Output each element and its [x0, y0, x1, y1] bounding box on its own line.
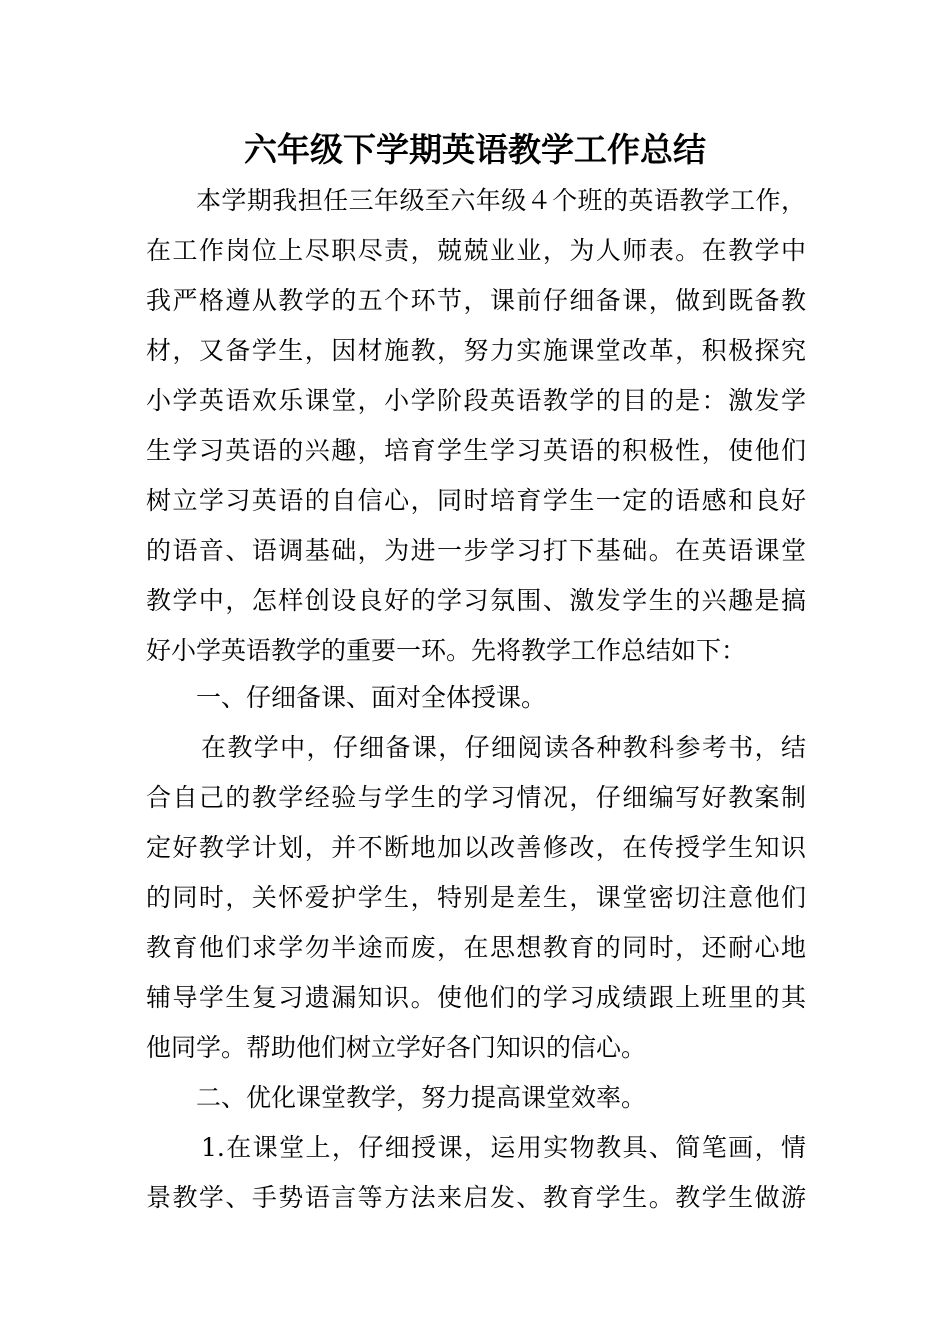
section-heading: 二、优化课堂教学，努力提高课堂效率。 [196, 1083, 647, 1112]
paragraph-line: 定好教学计划，并不断地加以改善修改，在传授学生知识 [146, 833, 806, 862]
paragraph-line: 的同时，关怀爱护学生，特别是差生，课堂密切注意他们 [146, 883, 806, 912]
document-title: 六年级下学期英语教学工作总结 [244, 130, 706, 169]
paragraph-line: 合自己的教学经验与学生的学习情况，仔细编写好教案制 [146, 783, 806, 812]
paragraph-line: 景教学、手势语言等方法来启发、教育学生。教学生做游 [146, 1183, 806, 1212]
paragraph-line: 树立学习英语的自信心，同时培育学生一定的语感和良好 [146, 486, 806, 515]
paragraph-line: 在工作岗位上尽职尽责，兢兢业业，为人师表。在教学中 [146, 236, 806, 265]
paragraph-line: 小学英语欢乐课堂，小学阶段英语教学的目的是：激发学 [146, 386, 806, 415]
paragraph-line: 好小学英语教学的重要一环。先将教学工作总结如下： [146, 636, 747, 665]
paragraph-line: 的语音、语调基础，为进一步学习打下基础。在英语课堂 [146, 536, 806, 565]
paragraph-line: 材，又备学生，因材施教，努力实施课堂改革，积极探究 [146, 336, 806, 365]
paragraph-line: 教学中，怎样创设良好的学习氛围、激发学生的兴趣是搞 [146, 586, 806, 615]
paragraph-line: 辅导学生复习遗漏知识。使他们的学习成绩跟上班里的其 [146, 983, 806, 1012]
paragraph-line: 生学习英语的兴趣，培育学生学习英语的积极性，使他们 [146, 436, 806, 465]
paragraph-line: 本学期我担任三年级至六年级４个班的英语教学工作， [196, 186, 806, 215]
paragraph-line: 在教学中，仔细备课，仔细阅读各种教科参考书，结 [201, 733, 806, 762]
section-heading: 一、仔细备课、面对全体授课。 [196, 683, 547, 712]
paragraph-line: 1.在课堂上，仔细授课，运用实物教具、简笔画，情 [201, 1133, 806, 1162]
paragraph-line: 教育他们求学勿半途而废，在思想教育的同时，还耐心地 [146, 933, 806, 962]
paragraph-line: 他同学。帮助他们树立学好各门知识的信心。 [146, 1033, 647, 1062]
paragraph-line: 我严格遵从教学的五个环节，课前仔细备课，做到既备教 [146, 286, 806, 315]
